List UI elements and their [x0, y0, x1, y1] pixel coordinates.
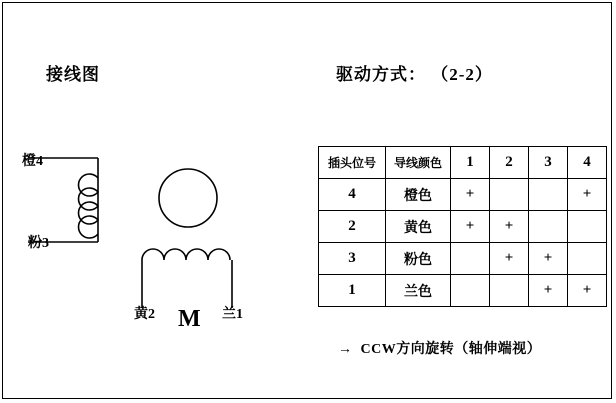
- cell-pin: 2: [319, 211, 386, 243]
- wiring-diagram-title: 接线图: [46, 65, 100, 84]
- table-row: [319, 179, 607, 211]
- cell-pin: 1: [319, 275, 386, 307]
- cell-step: +: [451, 179, 490, 211]
- cell-step: +: [490, 211, 529, 243]
- lead-label-pink: 粉3: [28, 236, 49, 251]
- cell-step: [568, 211, 607, 243]
- lead-label-blue: 兰1: [222, 307, 243, 322]
- cell-pin: 3: [319, 243, 386, 275]
- cell-step: [451, 243, 490, 275]
- drive-mode-title: 驱动方式： （2-2）: [336, 65, 493, 84]
- rotation-note: [338, 338, 541, 358]
- cell-step: [490, 275, 529, 307]
- rotation-note-text: CCW方向旋转（轴伸端视）: [360, 342, 542, 357]
- header-step-2: 2: [490, 147, 529, 179]
- lead-label-orange: 橙4: [22, 154, 43, 169]
- cell-step: +: [451, 211, 490, 243]
- header-color: 导线颜色: [386, 147, 451, 179]
- cell-step: [451, 275, 490, 307]
- lead-label-yellow: 黄2: [134, 307, 155, 322]
- table-header-row: [319, 147, 607, 179]
- cell-step: +: [529, 243, 568, 275]
- cell-color: 粉色: [386, 243, 451, 275]
- cell-step: +: [529, 275, 568, 307]
- cell-pin: 4: [319, 179, 386, 211]
- table-row: [319, 211, 607, 243]
- header-step-1: 1: [451, 147, 490, 179]
- table-row: [319, 275, 607, 307]
- cell-step: [529, 179, 568, 211]
- cell-step: +: [490, 243, 529, 275]
- cell-step: [529, 211, 568, 243]
- table-row: [319, 243, 607, 275]
- cell-color: 兰色: [386, 275, 451, 307]
- drive-sequence-table-wrap: [318, 146, 607, 307]
- cell-color: 黄色: [386, 211, 451, 243]
- cell-step: +: [568, 275, 607, 307]
- cell-step: +: [568, 179, 607, 211]
- cell-color: 橙色: [386, 179, 451, 211]
- header-pin: 插头位号: [319, 147, 386, 179]
- header-step-4: 4: [568, 147, 607, 179]
- header-step-3: 3: [529, 147, 568, 179]
- motor-label: M: [178, 306, 201, 332]
- drive-sequence-table: [318, 146, 607, 307]
- arrow-right-icon: →: [338, 342, 353, 357]
- cell-step: [568, 243, 607, 275]
- cell-step: [490, 179, 529, 211]
